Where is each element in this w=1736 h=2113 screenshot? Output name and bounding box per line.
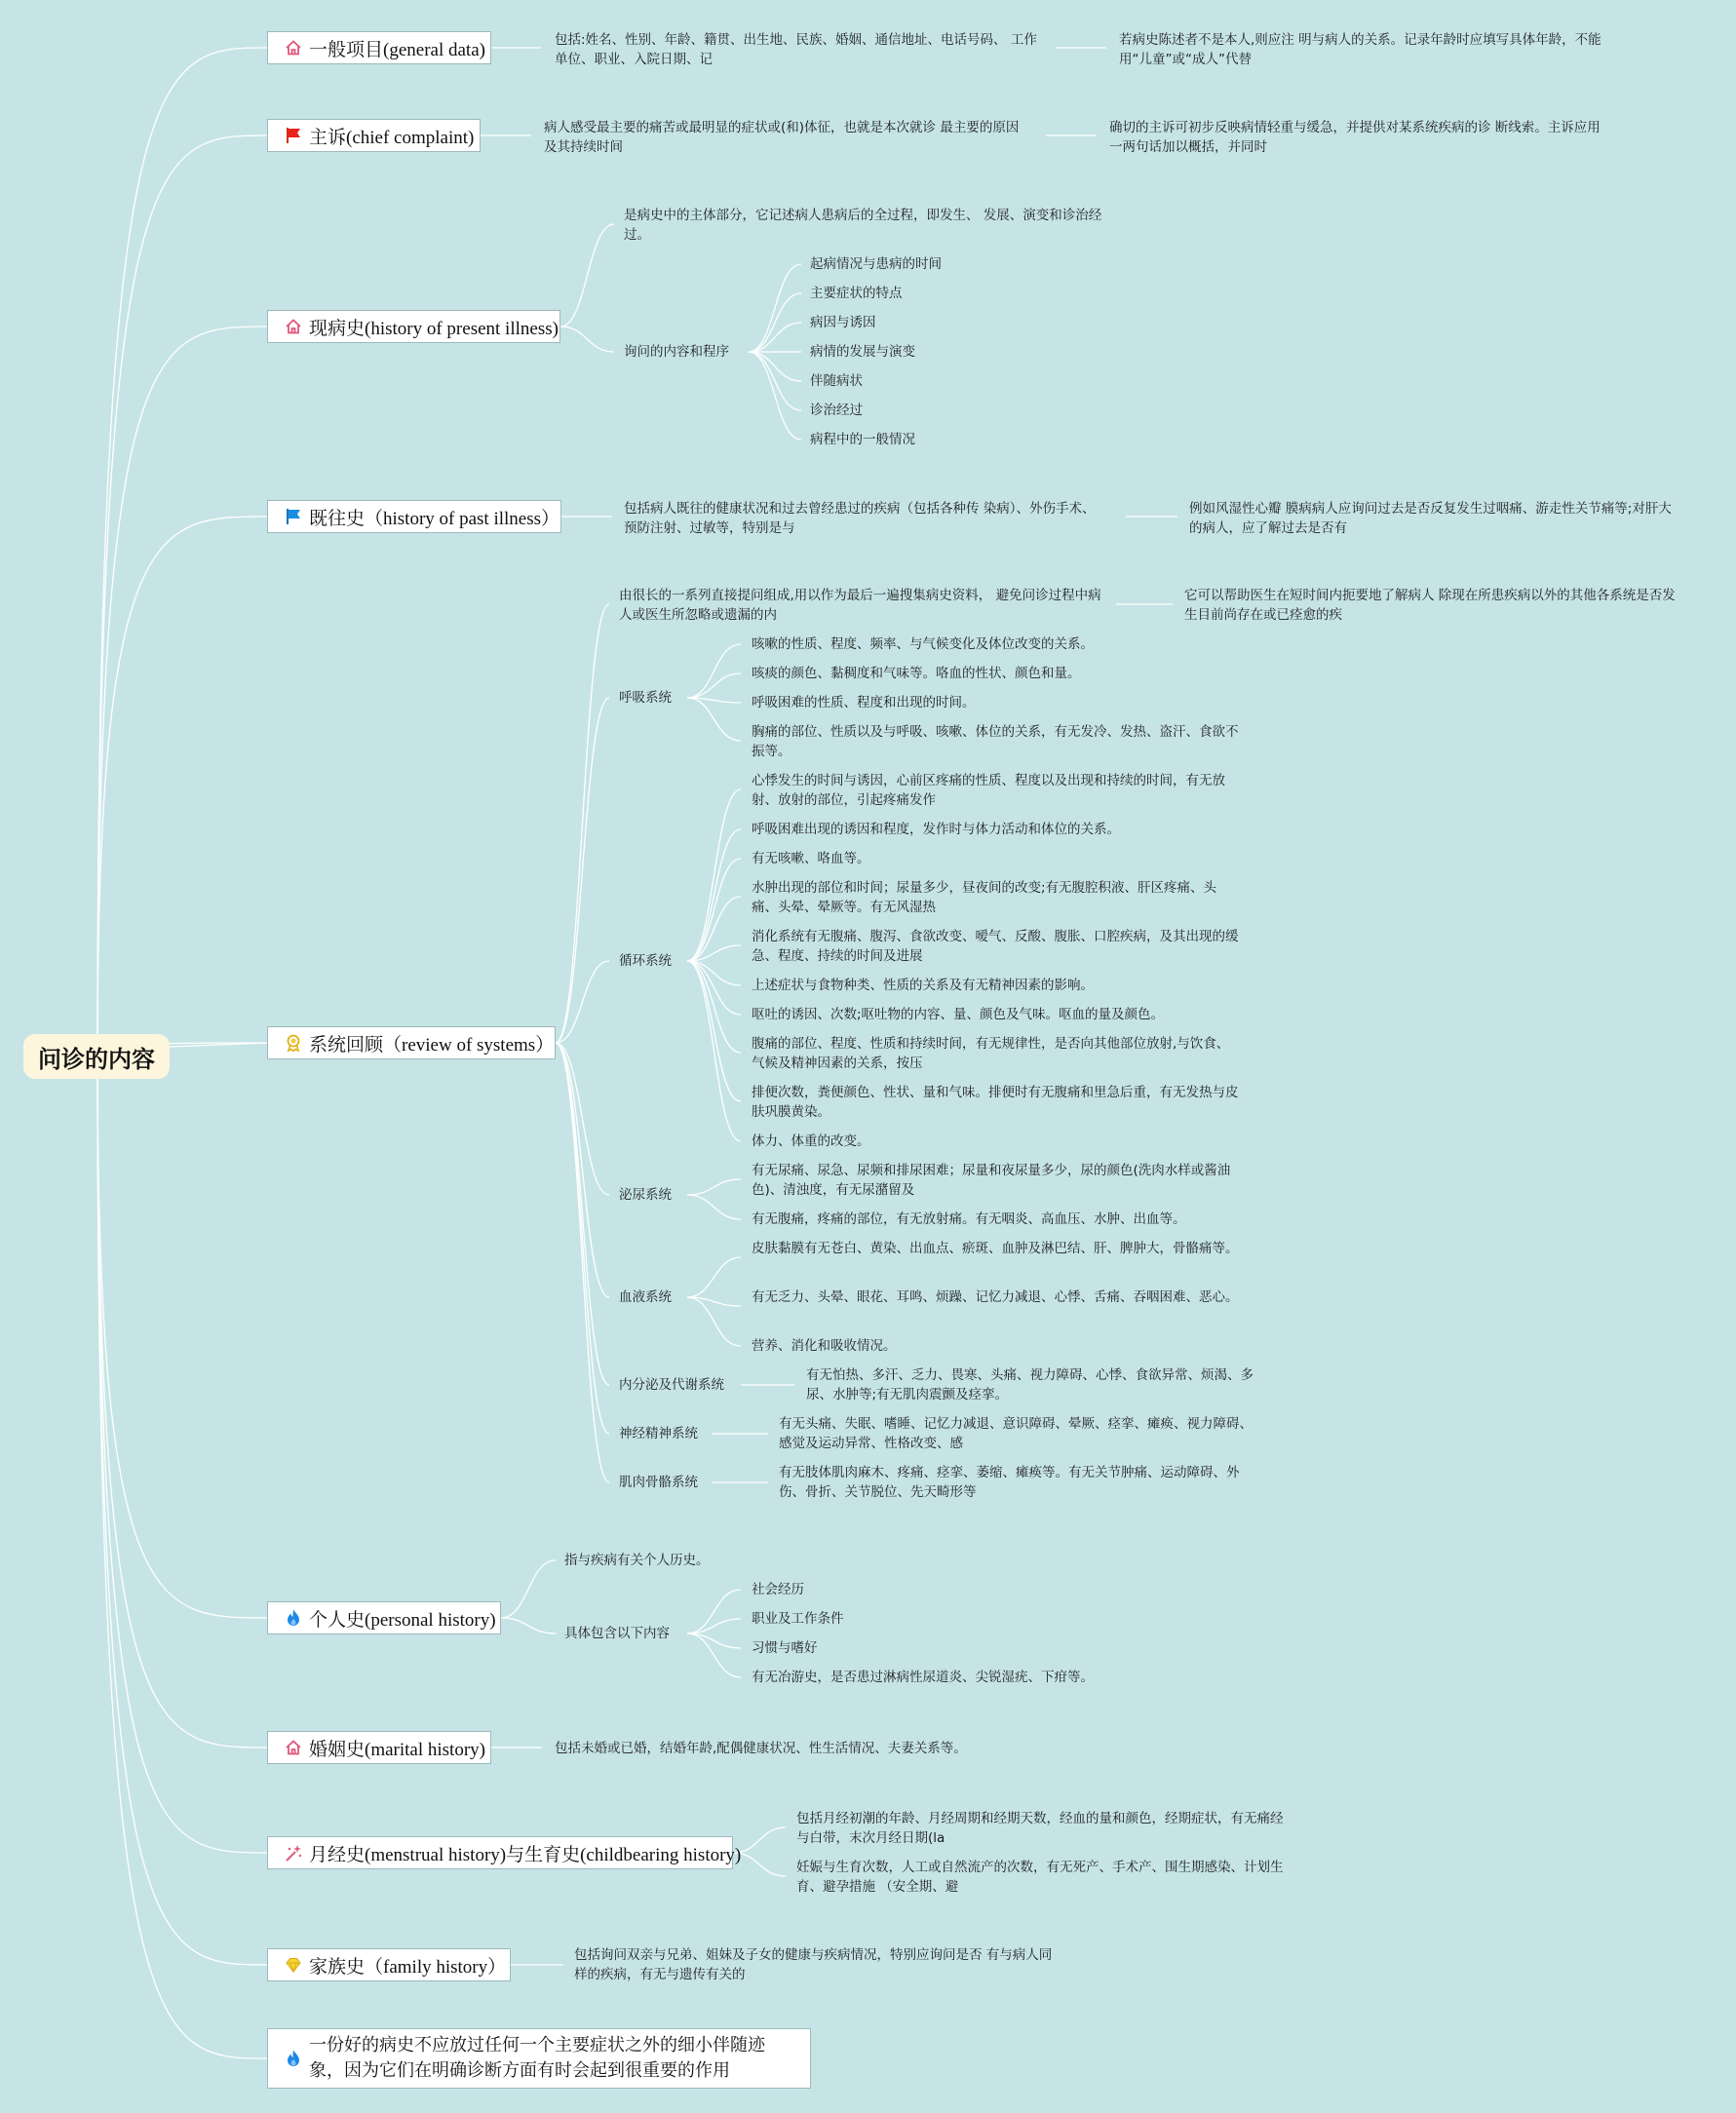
home-icon xyxy=(284,1738,303,1757)
respiratory-system: 呼吸系统 xyxy=(619,690,672,706)
connector xyxy=(97,1056,267,1748)
connector xyxy=(749,264,801,352)
list-item: 有无乏力、头晕、眼花、耳鸣、烦躁、记忆力减退、心悸、舌痛、吞咽困难、恶心。 xyxy=(752,1289,1239,1305)
list-item: 呕吐的诱因、次数;呕吐物的内容、量、颜色及气味。呕血的量及颜色。 xyxy=(752,1007,1165,1022)
list-item: 呼吸困难的性质、程度和出现的时间。 xyxy=(752,695,976,711)
connector xyxy=(687,644,741,698)
nervous-system: 神经精神系统 xyxy=(619,1426,698,1441)
blood-system: 血液系统 xyxy=(619,1289,672,1305)
review-definition: 由很长的一系列直接提问组成,用以作为最后一遍搜集病史资料， 避免问诊过程中病人或医生所忽略或遗漏的内 xyxy=(619,588,1101,623)
list-item: 诊治经过 xyxy=(810,403,863,418)
list-item: 有无尿痛、尿急、尿频和排尿困难；尿量和夜尿量多少，尿的颜色(洗肉水样或酱油色)、清浊度，有无尿潴留及 xyxy=(752,1163,1231,1198)
connector xyxy=(687,698,741,703)
sparkle-icon xyxy=(284,1843,303,1863)
topic-label: 系统回顾（review of systems） xyxy=(309,1034,555,1056)
review-purpose: 它可以帮助医生在短时间内扼要地了解病人 除现在所患疾病以外的其他各系统是否发生目前尚存在或已痊愈的疾 xyxy=(1184,588,1676,623)
list-item: 有无怕热、多汗、乏力、畏寒、头痛、视力障碍、心悸、食欲异常、烦渴、多尿、水肿等;有无肌肉震颤及痉挛。 xyxy=(806,1367,1254,1402)
list-item: 消化系统有无腹痛、腹泻、食欲改变、嗳气、反酸、腹胀、口腔疾病，及其出现的缓急、程度、持续的时间及进展 xyxy=(752,929,1239,964)
list-item: 腹痛的部位、程度、性质和持续时间，有无规律性，是否向其他部位放射,与饮食、气候及精神因素的关系，按压 xyxy=(752,1036,1230,1071)
connector xyxy=(687,897,741,961)
list-item: 有无冶游史，是否患过淋病性尿道炎、尖锐湿疣、下疳等。 xyxy=(752,1670,1094,1685)
general-data-content: 包括:姓名、性别、年龄、籍贯、出生地、民族、婚姻、通信地址、电话号码、 工作单位、职业、入院日期、记 xyxy=(555,32,1037,67)
home-icon xyxy=(284,317,303,336)
connector xyxy=(97,48,267,1056)
marital-history-content: 包括未婚或已婚，结婚年龄,配偶健康状况、性生活情况、夫妻关系等。 xyxy=(555,1741,967,1756)
connector xyxy=(97,517,267,1056)
present-illness-definition: 是病史中的主体部分，它记述病人患病后的全过程，即发生、 发展、演变和诊治经过。 xyxy=(624,208,1102,243)
connector xyxy=(97,135,267,1056)
topic-label: 既往史（history of past illness） xyxy=(309,508,560,529)
list-item: 病情的发展与演变 xyxy=(810,344,915,360)
list-item: 皮肤黏膜有无苍白、黄染、出血点、瘀斑、血肿及淋巴结、肝、脾肿大，骨骼痛等。 xyxy=(752,1241,1239,1256)
list-item: 排便次数，粪便颜色、性状、量和气味。排便时有无腹痛和里急后重，有无发热与皮肤巩膜黄染。 xyxy=(752,1085,1239,1120)
connector xyxy=(687,1633,741,1677)
list-item: 咳嗽的性质、程度、频率、与气候变化及体位改变的关系。 xyxy=(752,636,1094,652)
endocrine-system: 内分泌及代谢系统 xyxy=(619,1377,724,1393)
list-item: 起病情况与患病的时间 xyxy=(810,256,942,272)
connector xyxy=(556,604,609,1043)
connector xyxy=(556,1043,609,1434)
menstrual-history-content: 包括月经初潮的年龄、月经周期和经期天数，经血的量和颜色，经期症状，有无痛经与白带，末次月经日期(la xyxy=(796,1811,1284,1846)
connector xyxy=(749,352,801,440)
general-data-note: 若病史陈述者不是本人,则应注 明与病人的关系。记录年龄时应填写具体年龄，不能用“儿童”或“成人”代替 xyxy=(1119,32,1601,67)
connector xyxy=(749,352,801,381)
list-item: 社会经历 xyxy=(752,1582,804,1597)
fire-icon xyxy=(284,1608,303,1628)
connector xyxy=(556,1043,609,1385)
list-item: 营养、消化和吸收情况。 xyxy=(752,1338,897,1354)
list-item: 有无咳嗽、咯血等。 xyxy=(752,851,870,866)
connector xyxy=(97,327,267,1056)
red-flag-icon xyxy=(284,126,303,145)
connector xyxy=(97,1056,267,1853)
topic-label: 月经史(menstrual history)与生育史(childbearing history) xyxy=(309,1844,742,1865)
present-illness-procedure: 询问的内容和程序 xyxy=(624,344,729,360)
connector xyxy=(687,1195,741,1219)
list-item: 上述症状与食物种类、性质的关系及有无精神因素的影响。 xyxy=(752,978,1094,993)
chief-complaint-note: 确切的主诉可初步反映病情轻重与缓急，并提供对某系统疾病的诊 断线索。主诉应用一两句话加以概括，并同时 xyxy=(1109,120,1601,155)
connector xyxy=(749,352,801,410)
topic-label: 主诉(chief complaint) xyxy=(309,127,475,148)
topic-marital-history[interactable] xyxy=(267,1731,491,1764)
connector xyxy=(687,698,741,741)
past-illness-example: 例如风湿性心瓣 膜病病人应询问过去是否反复发生过咽痛、游走性关节痛等;对肝大的病人，应了解过去是否有 xyxy=(1189,501,1672,536)
topic-review-of-systems[interactable] xyxy=(267,1026,556,1059)
childbearing-history-content: 妊娠与生育次数，人工或自然流产的次数，有无死产、手术产、围生期感染、计划生育、避孕措施 （安全期、避 xyxy=(796,1860,1284,1895)
topic-present-illness[interactable] xyxy=(267,310,560,343)
list-item: 胸痛的部位、性质以及与呼吸、咳嗽、体位的关系，有无发冷、发热、盗汗、食欲不振等。 xyxy=(752,724,1239,759)
topic-label: 婚姻史(marital history) xyxy=(309,1739,485,1760)
diamond-icon xyxy=(284,1955,303,1975)
list-item: 有无头痛、失眠、嗜睡、记忆力减退、意识障碍、晕厥、痉挛、瘫痪、视力障碍、感觉及运动异常、性格改变、感 xyxy=(779,1416,1253,1451)
family-history-content: 包括询问双亲与兄弟、姐妹及子女的健康与疾病情况，特别应询问是否 有与病人同样的疾病，有无与遗传有关的 xyxy=(574,1947,1053,1982)
root-node[interactable]: 问诊的内容 xyxy=(23,1034,170,1079)
topic-general-data[interactable] xyxy=(267,31,491,64)
topic-summary[interactable] xyxy=(267,2028,811,2089)
circulatory-system: 循环系统 xyxy=(619,953,672,969)
award-icon xyxy=(284,1033,303,1053)
list-item: 病因与诱因 xyxy=(810,315,876,330)
topic-label: 现病史(history of present illness) xyxy=(309,318,559,339)
connector xyxy=(687,1590,741,1633)
topic-family-history[interactable] xyxy=(267,1948,511,1981)
connector xyxy=(97,1056,267,2058)
connector xyxy=(687,829,741,961)
connector xyxy=(687,1257,741,1297)
list-item: 体力、体重的改变。 xyxy=(752,1133,870,1149)
list-item: 心悸发生的时间与诱因，心前区疼痛的性质、程度以及出现和持续的时间，有无放射、放射的部位，引起疼痛发作 xyxy=(752,773,1225,808)
personal-history-includes: 具体包含以下内容 xyxy=(564,1626,670,1641)
fire-icon xyxy=(284,2049,303,2068)
connector xyxy=(97,1056,267,1618)
connector xyxy=(687,789,741,961)
connector xyxy=(556,1043,609,1482)
connector xyxy=(556,698,609,1043)
list-item: 呼吸困难出现的诱因和程度，发作时与体力活动和体位的关系。 xyxy=(752,822,1120,837)
list-item: 伴随病状 xyxy=(810,373,863,389)
list-item: 习惯与嗜好 xyxy=(752,1640,818,1656)
connector xyxy=(687,1179,741,1195)
topic-menstrual-childbearing[interactable] xyxy=(267,1836,742,1869)
topic-label: 个人史(personal history) xyxy=(309,1609,496,1631)
connector xyxy=(97,1056,267,1965)
list-item: 职业及工作条件 xyxy=(752,1611,844,1627)
connector xyxy=(749,323,801,352)
connector xyxy=(749,293,801,352)
connector xyxy=(687,673,741,698)
connector xyxy=(501,1618,556,1633)
chief-complaint-definition: 病人感受最主要的痛苦或最明显的症状或(和)体征，也就是本次就诊 最主要的原因及其持续时间 xyxy=(544,120,1020,155)
topic-past-illness[interactable] xyxy=(267,500,561,533)
connector xyxy=(501,1560,556,1618)
urinary-system: 泌尿系统 xyxy=(619,1187,672,1203)
list-item: 咳痰的颜色、黏稠度和气味等。咯血的性状、颜色和量。 xyxy=(752,666,1081,681)
list-item: 有无腹痛，疼痛的部位，有无放射痛。有无咽炎、高血压、水肿、出血等。 xyxy=(752,1211,1186,1227)
topic-label: 一般项目(general data) xyxy=(309,39,485,60)
personal-history-definition: 指与疾病有关个人历史。 xyxy=(564,1553,710,1568)
list-item: 水肿出现的部位和时间；尿量多少，昼夜间的改变;有无腹腔积液、肝区疼痛、头痛、头晕、晕厥等。有无风湿热 xyxy=(752,880,1217,915)
past-illness-definition: 包括病人既往的健康状况和过去曾经患过的疾病（包括各种传 染病）、外伤手术、预防注射、过敏等，特别是与 xyxy=(624,501,1096,536)
connector xyxy=(687,961,741,1101)
connector xyxy=(560,327,614,352)
connector xyxy=(560,224,614,327)
list-item: 病程中的一般情况 xyxy=(810,432,915,447)
topic-chief-complaint[interactable] xyxy=(267,119,481,152)
connector xyxy=(687,1297,741,1346)
home-icon xyxy=(284,38,303,58)
musculoskeletal-system: 肌肉骨骼系统 xyxy=(619,1475,698,1490)
topic-label: 家族史（family history） xyxy=(309,1956,507,1978)
topic-label: 一份好的病史不应放过任何一个主要症状之外的细小伴随迹象，因为它们在明确诊断方面有时会起到很重要的作用 xyxy=(309,2035,765,2081)
connector xyxy=(687,961,741,1053)
list-item: 有无肢体肌肉麻木、疼痛、痉挛、萎缩、瘫痪等。有无关节肿痛、运动障碍、外伤、骨折、关节脱位、先天畸形等 xyxy=(779,1465,1240,1500)
list-item: 主要症状的特点 xyxy=(810,286,903,301)
topic-personal-history[interactable] xyxy=(267,1601,501,1634)
blue-flag-icon xyxy=(284,507,303,526)
